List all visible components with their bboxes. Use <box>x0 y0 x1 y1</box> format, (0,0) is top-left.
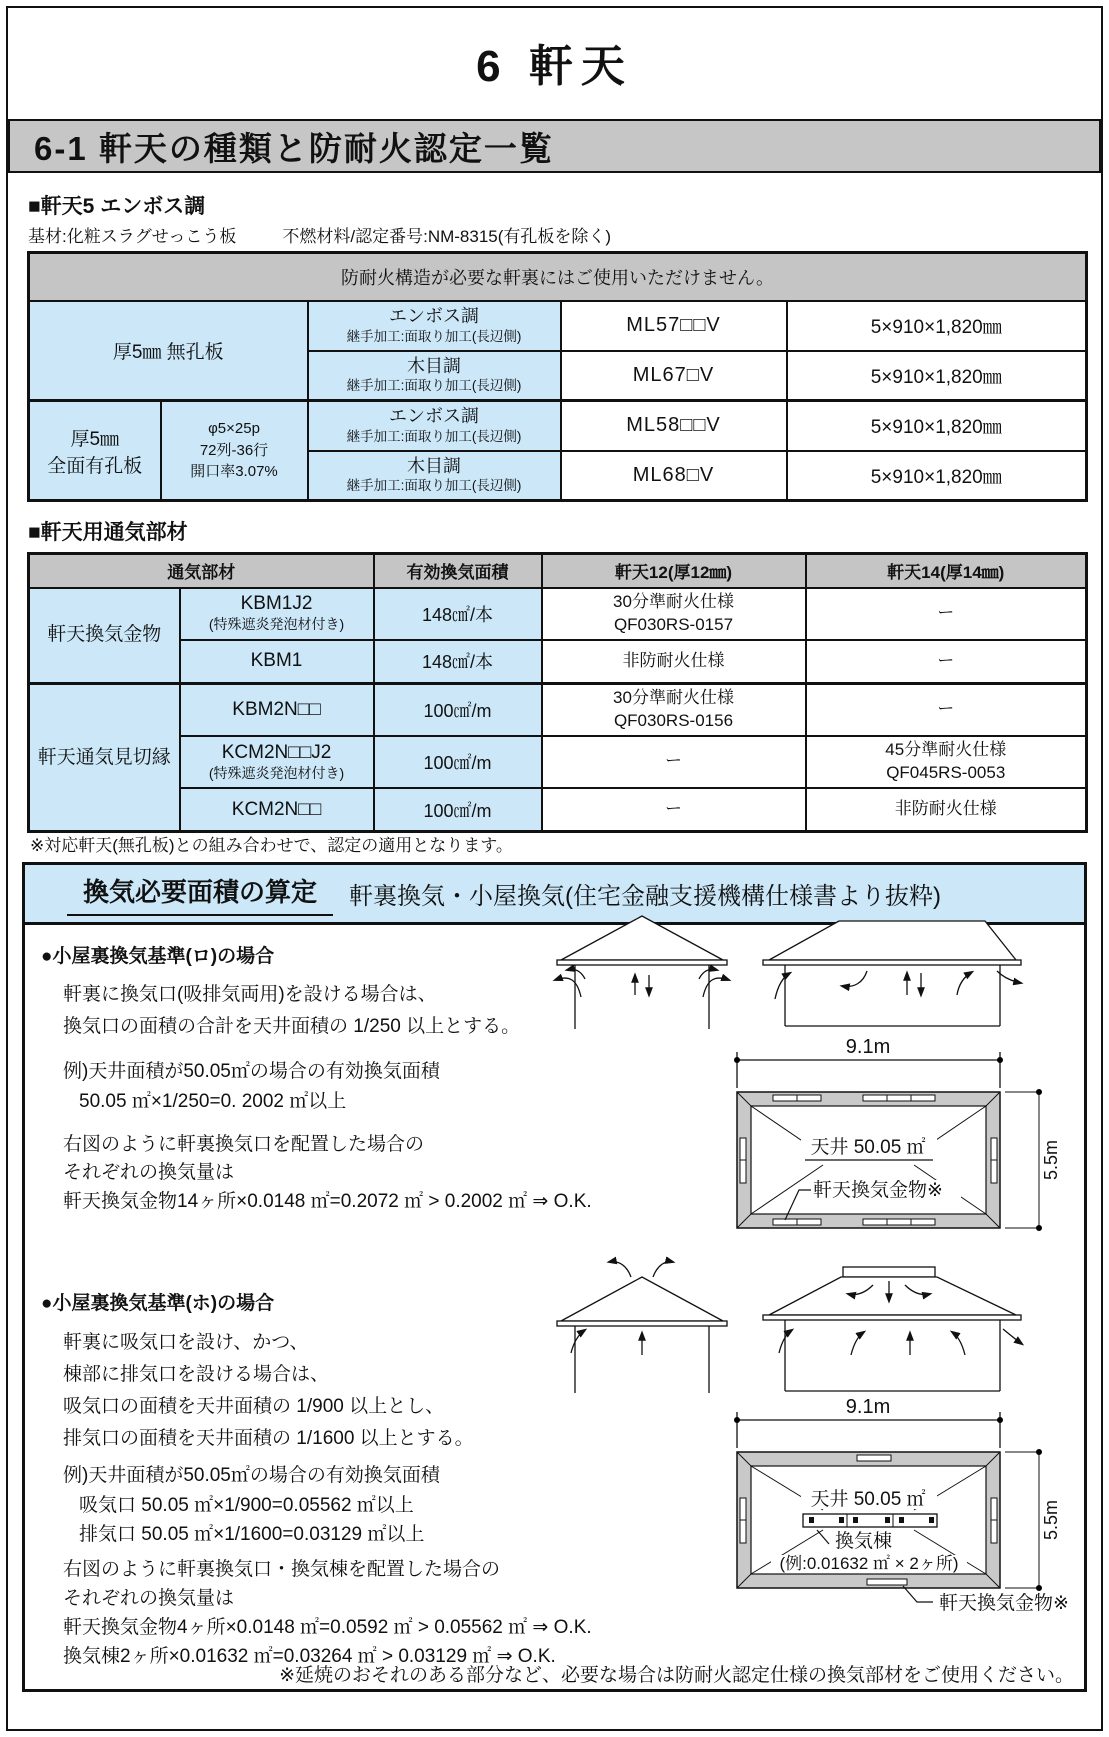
plan-width-label: 9.1m <box>845 1398 891 1418</box>
section-header <box>8 119 1101 173</box>
cert-line: QF030RS-0157 <box>613 614 734 634</box>
hip-roof <box>769 1277 1016 1315</box>
cert-line: 30分準耐火仕様 <box>613 688 734 707</box>
finish-cell <box>308 451 561 501</box>
cert-line: QF030RS-0156 <box>613 710 734 730</box>
spec-line: 開口率3.07% <box>190 463 278 481</box>
cert-line: 30分準耐火仕様 <box>613 591 734 611</box>
product-code: KBM1 <box>180 640 374 684</box>
soffit12-cert: ー <box>542 736 806 788</box>
joint-spec: 継手加工:面取り加工(長辺側) <box>346 328 522 344</box>
page-title: 6 軒天 <box>476 42 633 91</box>
section-header-label: 6-1 軒天の種類と防耐火認定一覧 <box>34 129 554 167</box>
case-ro-rule-2: 換気口の面積の合計を天井面積の 1/250 以上とする。 <box>63 1016 521 1037</box>
col-header-part: 通気部材 <box>29 554 374 588</box>
cert-line: ー <box>937 603 955 623</box>
case-ho-result-2: それぞれの換気量は <box>63 1588 235 1609</box>
case-ho-heading: ●小屋裏換気基準(ホ)の場合 <box>41 1293 275 1314</box>
base-material: 基材:化粧スラグせっこう板 <box>28 227 237 246</box>
case-ho-rule-1: 軒裏に吸気口を設け、かつ、 <box>63 1332 309 1353</box>
finish-name: エンボス調 <box>389 406 479 427</box>
board-size: 5×910×1,820㎜ <box>787 401 1087 451</box>
product-code: KCM2N□□ <box>180 788 374 832</box>
cert-line: 45分準耐火仕様 <box>885 739 1007 759</box>
table-row <box>29 788 1087 832</box>
table-row <box>29 401 1087 451</box>
soffit5-material-line <box>28 222 611 247</box>
warning-cell: 防耐火構造が必要な軒裏にはご使用いただけません。 <box>29 253 1087 301</box>
calc-box-title: 換気必要面積の算定 <box>67 872 333 916</box>
product-note: (特殊遮炎発泡材付き) <box>208 764 345 781</box>
board-size: 5×910×1,820㎜ <box>787 451 1087 501</box>
finish-cell <box>308 401 561 451</box>
table-header-row <box>29 554 1087 588</box>
certification-number: 不燃材料/認定番号:NM-8315(有孔板を除く) <box>282 227 612 246</box>
board-size: 5×910×1,820㎜ <box>787 301 1087 351</box>
vent-parts-table-wrapper <box>27 552 1088 833</box>
calc-box <box>22 862 1087 1692</box>
soffit12-cert: ー <box>542 788 806 832</box>
finish-cell <box>308 301 561 351</box>
case-ho-example-calc-2: 排気口 50.05 ㎡×1/1600=0.03129 ㎡以上 <box>79 1524 425 1545</box>
soffit14-cert: 非防耐火仕様 <box>806 788 1087 832</box>
eave-outflow-arrow <box>555 978 581 997</box>
fireproof-table-wrapper <box>27 251 1088 502</box>
hip-roof <box>769 921 1016 960</box>
vent-area: 148㎠/本 <box>374 640 542 684</box>
table-row <box>29 253 1087 301</box>
vent-hardware-label: 軒天換気金物※ <box>813 1180 943 1201</box>
case-ho-result-calc-1: 軒天換気金物4ヶ所×0.0148 ㎡=0.0592 ㎡ > 0.05562 ㎡ ⇒ O.K. <box>63 1617 592 1638</box>
case-ho-result-1: 右図のように軒裏換気口・換気棟を配置した場合の <box>63 1559 501 1580</box>
case-ro-example-title: 例)天井面積が50.05㎡の場合の有効換気面積 <box>63 1061 440 1082</box>
cert-line: QF045RS-0053 <box>886 762 1006 782</box>
soffit14-cert <box>806 736 1087 788</box>
spec-line: φ5×25p <box>208 419 260 437</box>
case-ro-example-calc: 50.05 ㎡×1/250=0. 2002 ㎡以上 <box>79 1091 347 1112</box>
product-code: ML58□□V <box>561 401 787 451</box>
product-code: ML68□V <box>561 451 787 501</box>
ceiling-area-label: 天井 50.05 ㎡ <box>810 1137 926 1158</box>
product-code: ML57□□V <box>561 301 787 351</box>
soffit12-cert <box>542 684 806 736</box>
ridge-exhaust-arrow <box>653 1262 673 1277</box>
vent-area: 148㎠/本 <box>374 588 542 640</box>
product-cell <box>180 588 374 640</box>
product-code: ML67□V <box>561 351 787 401</box>
board-size: 5×910×1,820㎜ <box>787 351 1087 401</box>
vent-area: 100㎠/m <box>374 736 542 788</box>
product-code: KBM2N□□ <box>180 684 374 736</box>
case-ro-rule-1: 軒裏に換気口(吸排気両用)を設ける場合は、 <box>63 984 437 1005</box>
col-header-soffit12: 軒天12(厚12㎜) <box>542 554 806 588</box>
group-label-trim: 軒天通気見切縁 <box>29 684 180 832</box>
case-ho-rule-4: 排気口の面積を天井面積の 1/1600 以上とする。 <box>63 1428 474 1449</box>
calc-box-subtitle: 軒裏換気・小屋換気(住宅金融支援機構仕様書より抜粋) <box>349 883 941 910</box>
joint-spec: 継手加工:面取り加工(長辺側) <box>346 428 522 444</box>
board-type-perforated <box>29 401 161 501</box>
fireproof-table <box>27 251 1088 502</box>
plan-height-label: 5.5m <box>1041 1499 1061 1541</box>
ceiling-plan-ho <box>655 1398 1085 1633</box>
case-ho-example-title: 例)天井面積が50.05㎡の場合の有効換気面積 <box>63 1465 440 1486</box>
col-header-area: 有効換気面積 <box>374 554 542 588</box>
case-ho-rule-3: 吸気口の面積を天井面積の 1/900 以上とし、 <box>63 1396 445 1417</box>
vent-parts-table <box>27 552 1088 833</box>
ridge-exhaust-arrow <box>609 1262 631 1277</box>
joint-spec: 継手加工:面取り加工(長辺側) <box>346 378 522 394</box>
ridge-vent <box>843 1267 935 1277</box>
ridge-vent-label: 換気棟 <box>835 1531 893 1552</box>
finish-cell <box>308 351 561 401</box>
col-header-soffit14: 軒天14(厚14㎜) <box>806 554 1087 588</box>
plan-width-label: 9.1m <box>845 1038 891 1058</box>
soffit5-heading: ■軒天5 エンボス調 <box>28 195 206 218</box>
combination-note: ※対応軒天(無孔板)との組み合わせで、認定の適用となります。 <box>30 836 513 855</box>
vent-parts-heading: ■軒天用通気部材 <box>28 521 188 544</box>
board-type-solid: 厚5㎜ 無孔板 <box>29 301 308 401</box>
table-row <box>29 301 1087 351</box>
table-row <box>29 736 1087 788</box>
case-ho-rule-2: 棟部に排気口を設ける場合は、 <box>63 1364 330 1385</box>
ceiling-plan-ro <box>655 1038 1085 1250</box>
vent-area: 100㎠/m <box>374 684 542 736</box>
ceiling-area-label: 天井 50.05 ㎡ <box>810 1489 926 1510</box>
vent-area: 100㎠/m <box>374 788 542 832</box>
case-ho-result-calc-2: 換気棟2ヶ所×0.01632 ㎡=0.03264 ㎡ > 0.03129 ㎡ ⇒ O.K. <box>63 1646 556 1667</box>
soffit12-cert <box>542 588 806 640</box>
group-label-hardware: 軒天換気金物 <box>29 588 180 684</box>
gable-roof <box>561 1277 723 1321</box>
vent-hardware-label: 軒天換気金物※ <box>939 1593 1069 1614</box>
soffit14-cert: ー <box>806 684 1087 736</box>
soffit14-cert <box>806 588 1087 640</box>
product-code: KBM1J2 <box>240 593 313 615</box>
case-ro-result-1: 右図のように軒裏換気口を配置した場合の <box>63 1134 425 1155</box>
spec-line: 72列-36行 <box>199 441 269 459</box>
case-ro-result-calc: 軒天換気金物14ヶ所×0.0148 ㎡=0.2072 ㎡ > 0.2002 ㎡ ⇒ O.K. <box>63 1191 592 1212</box>
plan-height-label: 5.5m <box>1041 1139 1061 1181</box>
finish-name: エンボス調 <box>389 305 479 326</box>
product-code: KCM2N□□J2 <box>221 741 332 763</box>
product-cell <box>180 736 374 788</box>
soffit14-cert: ー <box>806 640 1087 684</box>
finish-name: 木目調 <box>407 355 461 376</box>
board-type-line: 全面有孔板 <box>47 455 143 477</box>
table-row <box>29 684 1087 736</box>
table-row <box>29 640 1087 684</box>
case-ro-heading: ●小屋裏換気基準(ロ)の場合 <box>41 946 275 967</box>
case-ro-result-2: それぞれの換気量は <box>63 1162 235 1183</box>
fireproof-usage-note: ※延焼のおそれのある部分など、必要な場合は防耐火認定仕様の換気部材をご使用ください。 <box>279 1665 1074 1686</box>
product-note: (特殊遮炎発泡材付き) <box>208 616 345 633</box>
airflow-houses-ho-diagram <box>545 1253 1030 1395</box>
board-type-line: 厚5㎜ <box>70 428 120 450</box>
soffit12-cert: 非防耐火仕様 <box>542 640 806 684</box>
perforation-spec <box>161 401 308 501</box>
ridge-vent-strip <box>803 1514 937 1527</box>
finish-name: 木目調 <box>407 455 461 476</box>
joint-spec: 継手加工:面取り加工(長辺側) <box>346 478 522 494</box>
ridge-vent-example: (例:0.01632 ㎡ × 2ヶ所) <box>779 1554 959 1573</box>
table-row <box>29 588 1087 640</box>
case-ho-example-calc-1: 吸気口 50.05 ㎡×1/900=0.05562 ㎡以上 <box>79 1495 414 1516</box>
gable-roof <box>561 916 723 960</box>
airflow-houses-ro-diagram <box>545 913 1030 1031</box>
